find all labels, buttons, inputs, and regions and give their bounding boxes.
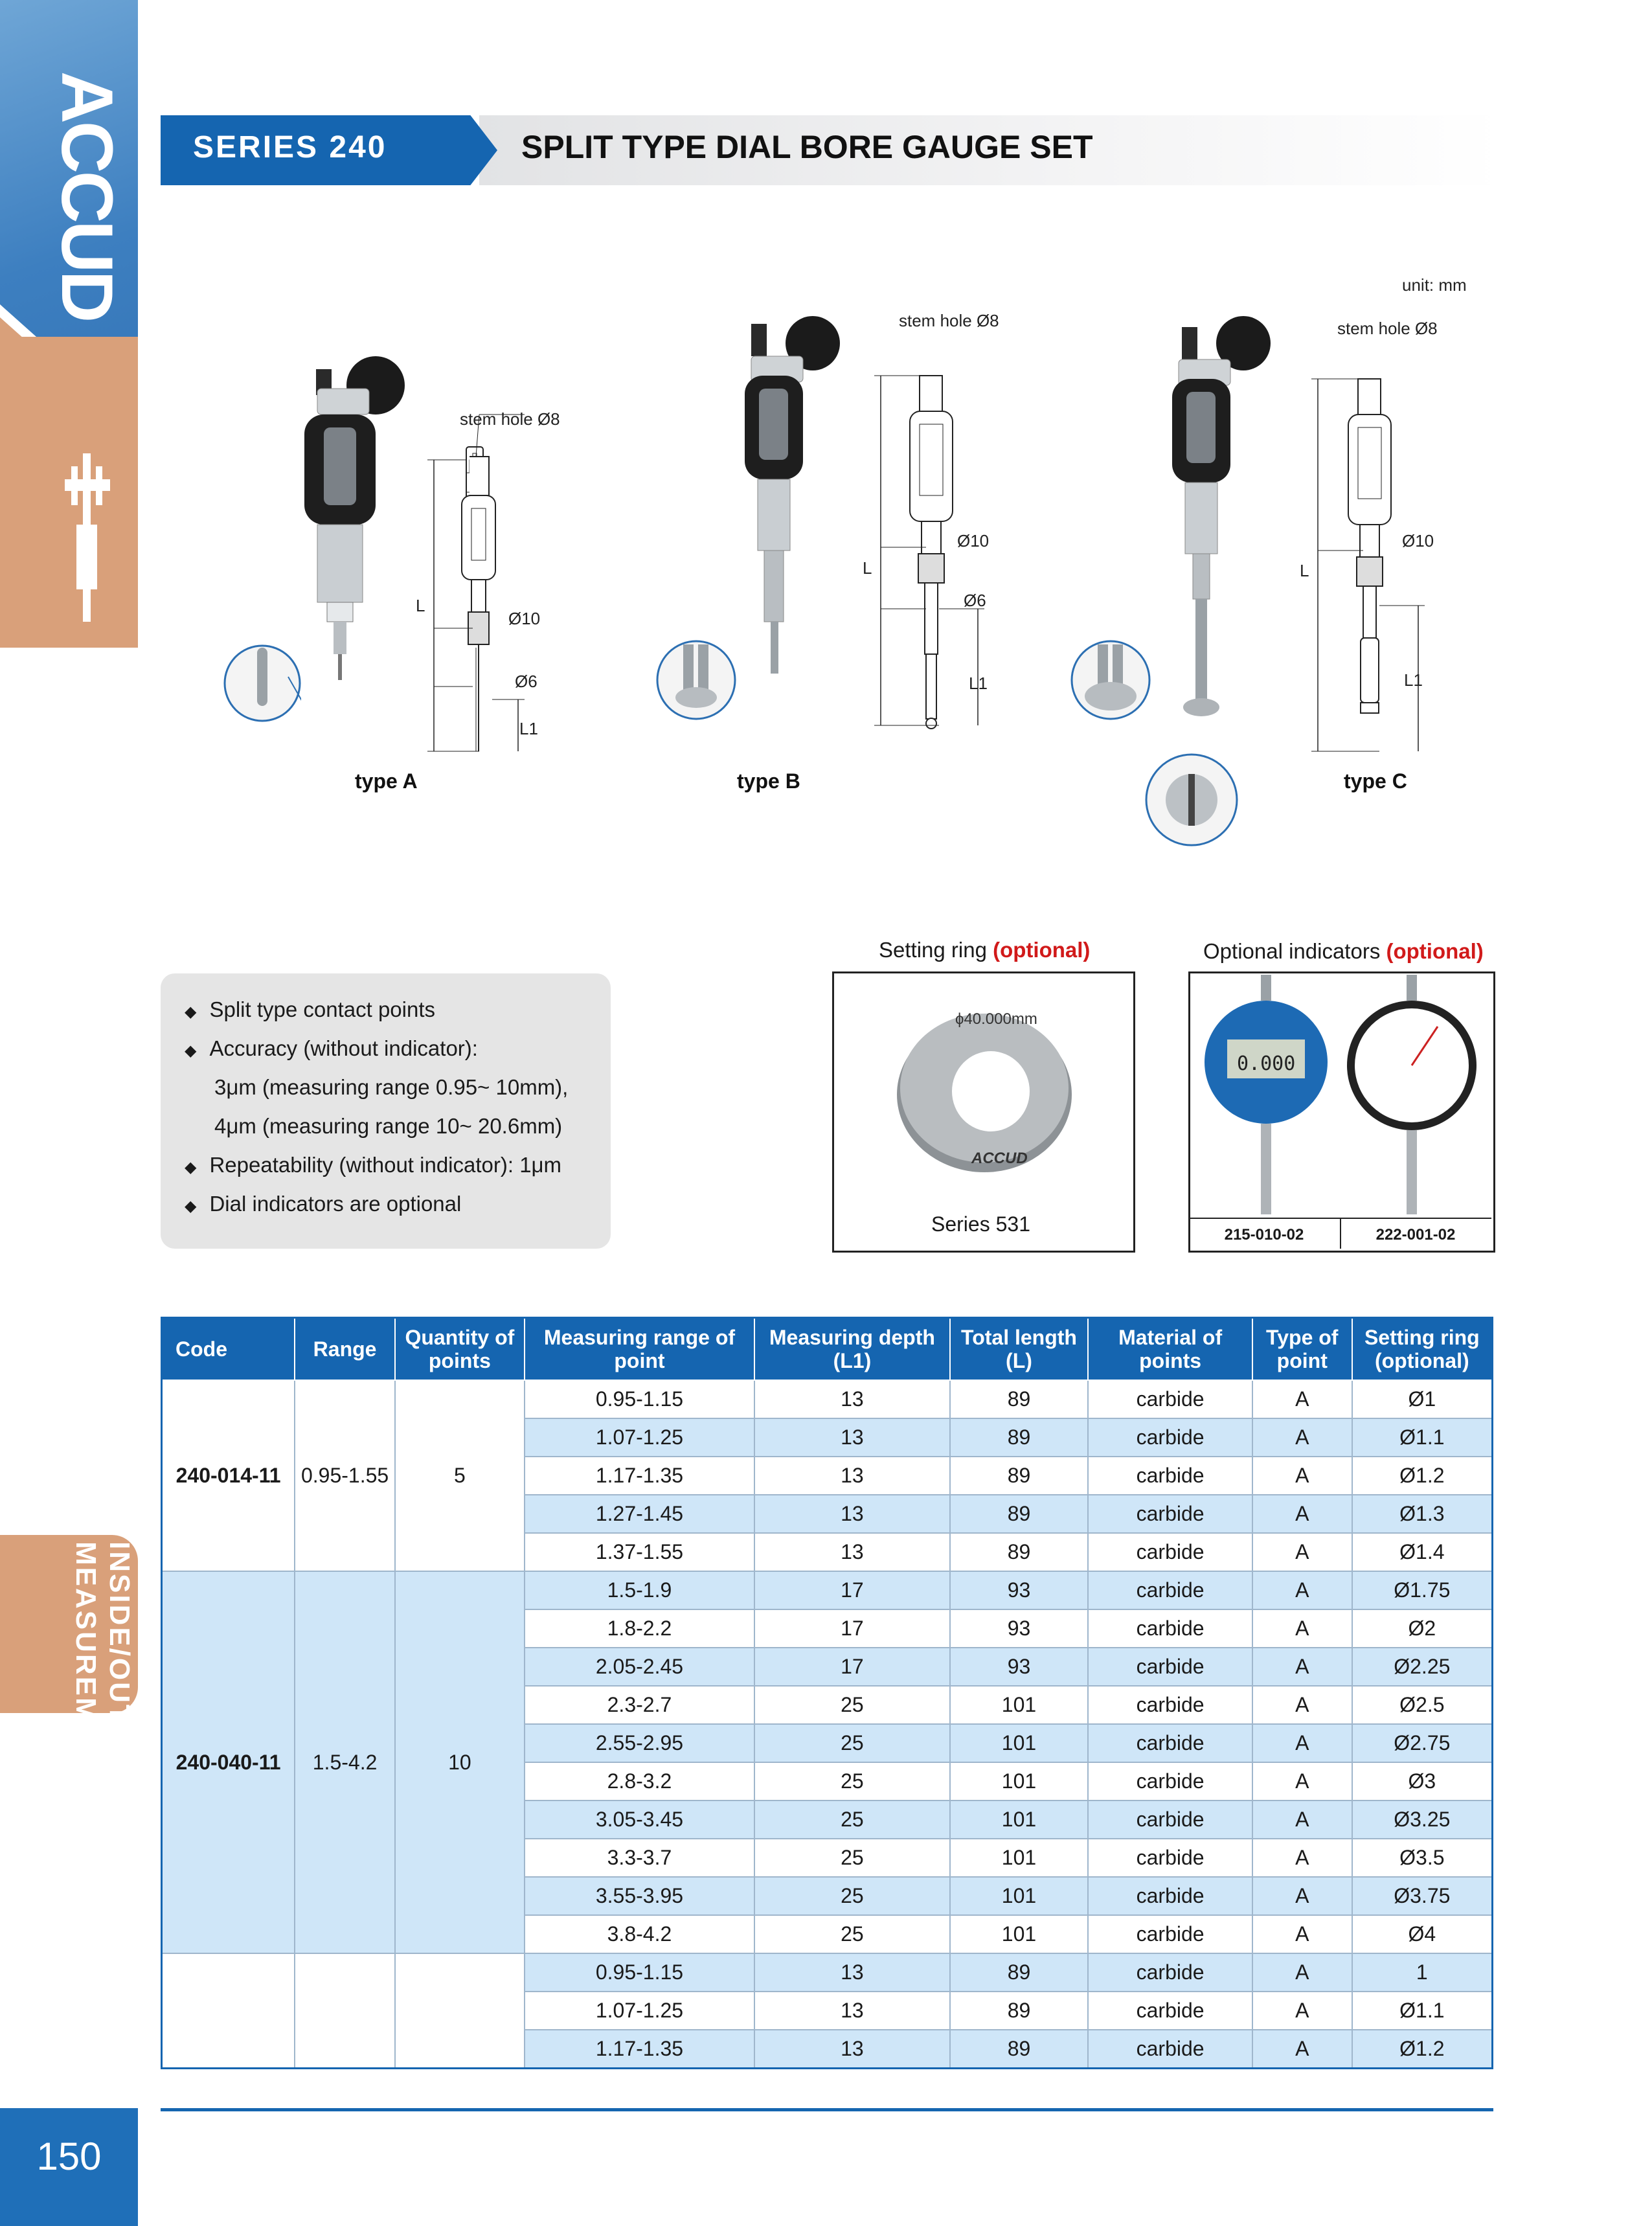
length-cell: 101 [950,1800,1089,1839]
type-a-d2-label: Ø6 [515,672,537,691]
quantity-cell: 5 [395,1380,525,1571]
dial-indicator-image [1341,975,1483,1227]
feature-item: 4μm (measuring range 10~ 20.6mm) [214,1114,563,1138]
type-cell: A [1252,1915,1352,1953]
depth-cell: 17 [754,1648,950,1686]
quantity-cell [395,1953,525,2069]
col-header-setting-ring: Setting ring (optional) [1352,1318,1493,1381]
depth-cell: 17 [754,1609,950,1648]
feature-item: ◆ Dial indicators are optional [185,1192,462,1216]
series-label: SERIES 240 [193,130,387,165]
code-cell [162,1953,295,2069]
material-cell: carbide [1088,1380,1252,1418]
length-cell: 89 [950,1992,1089,2030]
material-cell: carbide [1088,1953,1252,1992]
indicator-caption-divider [1188,1218,1491,1219]
type-cell: A [1252,1648,1352,1686]
measuring-range-cell: 1.5-1.9 [525,1571,754,1609]
length-cell: 93 [950,1648,1089,1686]
type-cell: A [1252,1418,1352,1457]
type-cell: A [1252,1724,1352,1762]
type-c-label: type C [1344,769,1407,793]
material-cell: carbide [1088,2030,1252,2069]
measuring-range-cell: 2.8-3.2 [525,1762,754,1800]
setting-ring-cell: Ø2.25 [1352,1648,1493,1686]
bullet-icon: ◆ [185,1003,197,1021]
type-cell: A [1252,1953,1352,1992]
range-cell: 0.95-1.55 [295,1380,395,1571]
material-cell: carbide [1088,1915,1252,1953]
digital-indicator-image [1201,975,1331,1227]
type-a-detail-circle [223,638,301,735]
code-cell: 240-040-11 [162,1571,295,1953]
measuring-range-cell: 2.3-2.7 [525,1686,754,1724]
length-cell: 89 [950,1418,1089,1457]
measuring-range-cell: 1.27-1.45 [525,1495,754,1533]
depth-cell: 17 [754,1571,950,1609]
type-cell: A [1252,1762,1352,1800]
depth-cell: 13 [754,1953,950,1992]
type-c-bottom-detail-circle [1143,751,1240,848]
page-title: SPLIT TYPE DIAL BORE GAUGE SET [521,129,1093,165]
type-cell: A [1252,1686,1352,1724]
section-tab-label: INSIDE/OUTSIDE MEASUREMENT [70,1541,135,1799]
type-b-d1-label: Ø10 [957,531,990,551]
material-cell: carbide [1088,1418,1252,1457]
material-cell: carbide [1088,1724,1252,1762]
material-cell: carbide [1088,1457,1252,1495]
length-cell: 89 [950,1953,1089,1992]
type-a-L-label: L [416,596,425,615]
depth-cell: 13 [754,1533,950,1571]
measuring-range-cell: 1.37-1.55 [525,1533,754,1571]
col-header-material: Material of points [1088,1318,1252,1381]
type-c-L1-label: L1 [1404,670,1423,690]
setting-ring-cell: Ø4 [1352,1915,1493,1953]
type-c-d1-label: Ø10 [1402,531,1434,551]
type-c-detail-circle [1069,638,1153,722]
depth-cell: 25 [754,1800,950,1839]
quantity-cell: 10 [395,1571,525,1953]
features-list [185,997,599,1231]
type-cell: A [1252,1495,1352,1533]
type-b-stem-hole-label: stem hole Ø8 [899,311,999,330]
col-header-range: Range [295,1318,395,1381]
type-cell: A [1252,1571,1352,1609]
length-cell: 89 [950,1380,1089,1418]
table-header-row [162,1318,1493,1381]
measuring-range-cell: 2.55-2.95 [525,1724,754,1762]
length-cell: 89 [950,1457,1089,1495]
length-cell: 101 [950,1762,1089,1800]
material-cell: carbide [1088,1877,1252,1915]
bullet-icon: ◆ [185,1198,197,1215]
material-cell: carbide [1088,1609,1252,1648]
setting-ring-logo: ACCUD [971,1150,1028,1167]
depth-cell: 13 [754,1495,950,1533]
length-cell: 89 [950,1533,1089,1571]
setting-ring-cell: Ø1.1 [1352,1992,1493,2030]
col-header-measuring-range: Measuring range of point [525,1318,754,1381]
digital-indicator-reading: 0.000 [1237,1052,1296,1075]
indicator-code-2: 222-001-02 [1375,1226,1456,1244]
depth-cell: 25 [754,1839,950,1877]
setting-ring-cell: Ø1.75 [1352,1571,1493,1609]
measuring-range-cell: 1.07-1.25 [525,1992,754,2030]
measuring-range-cell: 2.05-2.45 [525,1648,754,1686]
setting-ring-cell: 1 [1352,1953,1493,1992]
setting-ring-cell: Ø2.75 [1352,1724,1493,1762]
setting-ring-engraving: ϕ40.000mm [955,1010,1037,1028]
measuring-range-cell: 3.8-4.2 [525,1915,754,1953]
material-cell: carbide [1088,1533,1252,1571]
unit-label: unit: mm [1402,275,1467,295]
measuring-range-cell: 3.55-3.95 [525,1877,754,1915]
indicator-code-1: 215-010-02 [1224,1226,1304,1244]
feature-item: ◆ Accuracy (without indicator): [185,1036,478,1060]
depth-cell: 13 [754,1418,950,1457]
range-cell: 1.5-4.2 [295,1571,395,1953]
type-cell: A [1252,2030,1352,2069]
footer-rule [161,2108,1493,2111]
indicators-title: Optional indicators (optional) [1203,939,1484,963]
bullet-icon: ◆ [185,1042,197,1060]
measuring-range-cell: 1.07-1.25 [525,1418,754,1457]
setting-ring-cell: Ø2 [1352,1609,1493,1648]
type-cell: A [1252,1839,1352,1877]
setting-ring-cell: Ø1.4 [1352,1533,1493,1571]
type-a-stem-hole-label: stem hole Ø8 [460,409,560,429]
type-a-d1-label: Ø10 [508,609,541,628]
depth-cell: 13 [754,1457,950,1495]
feature-item: ◆ Repeatability (without indicator): 1μm [185,1153,562,1177]
depth-cell: 13 [754,1992,950,2030]
col-header-total-length: Total length (L) [950,1318,1089,1381]
type-b-d2-label: Ø6 [964,591,986,610]
feature-item: 3μm (measuring range 0.95~ 10mm), [214,1075,569,1099]
depth-cell: 25 [754,1724,950,1762]
setting-ring-caption: Series 531 [931,1212,1030,1236]
type-cell: A [1252,1533,1352,1571]
material-cell: carbide [1088,1686,1252,1724]
material-cell: carbide [1088,1800,1252,1839]
feature-item: ◆ Split type contact points [185,997,435,1021]
type-a-L1-label: L1 [519,719,538,738]
length-cell: 101 [950,1839,1089,1877]
material-cell: carbide [1088,1648,1252,1686]
brand-logo: ACCUD [47,71,128,321]
measuring-range-cell: 0.95-1.15 [525,1380,754,1418]
caliper-icon [58,453,117,622]
length-cell: 89 [950,1495,1089,1533]
measuring-range-cell: 3.3-3.7 [525,1839,754,1877]
table-row [162,1380,1493,1418]
type-cell: A [1252,1992,1352,2030]
measuring-range-cell: 3.05-3.45 [525,1800,754,1839]
setting-ring-cell: Ø2.5 [1352,1686,1493,1724]
material-cell: carbide [1088,1495,1252,1533]
col-header-measuring-depth: Measuring depth (L1) [754,1318,950,1381]
measuring-range-cell: 1.17-1.35 [525,1457,754,1495]
table-row [162,1953,1493,1992]
setting-ring-title: Setting ring (optional) [879,938,1091,962]
type-a-label: type A [355,769,418,793]
type-cell: A [1252,1457,1352,1495]
measuring-range-cell: 0.95-1.15 [525,1953,754,1992]
type-cell: A [1252,1877,1352,1915]
page-number: 150 [36,2135,102,2178]
setting-ring-cell: Ø1.2 [1352,2030,1493,2069]
material-cell: carbide [1088,1992,1252,2030]
length-cell: 101 [950,1686,1089,1724]
type-b-detail-circle [654,638,738,722]
length-cell: 101 [950,1877,1089,1915]
measuring-range-cell: 1.17-1.35 [525,2030,754,2069]
col-header-type: Type of point [1252,1318,1352,1381]
length-cell: 101 [950,1915,1089,1953]
code-cell: 240-014-11 [162,1380,295,1571]
spec-table [161,1317,1493,2069]
depth-cell: 25 [754,1762,950,1800]
measuring-range-cell: 1.8-2.2 [525,1609,754,1648]
indicator-divider [1340,1218,1341,1249]
setting-ring-cell: Ø3.75 [1352,1877,1493,1915]
depth-cell: 25 [754,1686,950,1724]
type-b-L1-label: L1 [969,674,988,693]
length-cell: 93 [950,1571,1089,1609]
bullet-icon: ◆ [185,1159,197,1176]
type-cell: A [1252,1609,1352,1648]
setting-ring-cell: Ø3.5 [1352,1839,1493,1877]
material-cell: carbide [1088,1839,1252,1877]
depth-cell: 13 [754,1380,950,1418]
col-header-code: Code [162,1318,295,1381]
type-cell: A [1252,1380,1352,1418]
type-c-L-label: L [1300,561,1309,580]
setting-ring-cell: Ø1 [1352,1380,1493,1418]
length-cell: 101 [950,1724,1089,1762]
type-cell: A [1252,1800,1352,1839]
type-c-stem-hole-label: stem hole Ø8 [1337,319,1438,338]
table-row [162,1571,1493,1609]
range-cell [295,1953,395,2069]
material-cell: carbide [1088,1762,1252,1800]
length-cell: 89 [950,2030,1089,2069]
setting-ring-cell: Ø1.1 [1352,1418,1493,1457]
setting-ring-cell: Ø3 [1352,1762,1493,1800]
depth-cell: 25 [754,1877,950,1915]
length-cell: 93 [950,1609,1089,1648]
depth-cell: 25 [754,1915,950,1953]
setting-ring-cell: Ø1.3 [1352,1495,1493,1533]
depth-cell: 13 [754,2030,950,2069]
col-header-quantity: Quantity of points [395,1318,525,1381]
setting-ring-cell: Ø1.2 [1352,1457,1493,1495]
setting-ring-cell: Ø3.25 [1352,1800,1493,1839]
material-cell: carbide [1088,1571,1252,1609]
type-b-L-label: L [863,558,872,578]
type-b-label: type B [737,769,800,793]
